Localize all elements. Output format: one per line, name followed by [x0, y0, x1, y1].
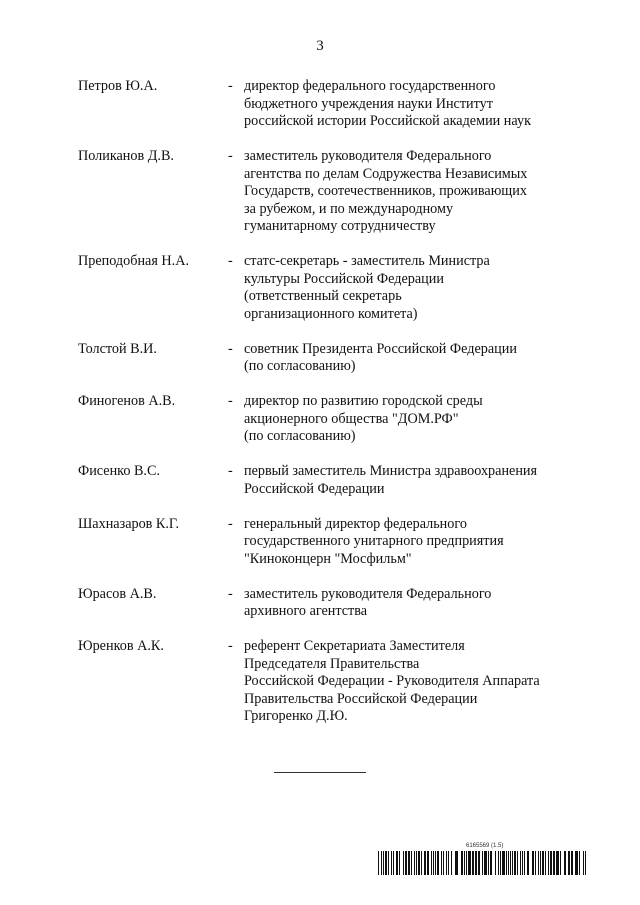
list-item [78, 638, 578, 726]
member-position: первый заместитель Министра здравоохранения Российской Федерации [244, 463, 538, 497]
dash-separator: - [228, 253, 233, 269]
member-name: Толстой В.И. [78, 340, 157, 357]
closing-rule [274, 772, 366, 773]
member-name: Фисенко В.С. [78, 463, 160, 479]
member-position: советник Президента Российской Федерации (по согласованию) [244, 340, 517, 374]
member-name: Финогенов А.В. [78, 393, 176, 409]
member-name: Юренков А.К. [78, 638, 164, 654]
dash-separator: - [228, 148, 233, 164]
member-position: генеральный директор федерального государственного унитарного предприятия "Киноконцерн "Мосфильм" [244, 515, 504, 567]
page-number: 3 [316, 38, 324, 54]
member-name: Шахназаров К.Г. [78, 515, 180, 532]
member-position: референт Секретариата Заместителя Председателя Правительства Российской Федерации - Руководителя Аппарата Правительства Российской Федерации Григоренко Д.Ю. [244, 638, 540, 724]
list-item [78, 148, 578, 236]
dash-separator: - [228, 515, 233, 532]
dash-separator: - [228, 78, 233, 94]
list-item [78, 516, 578, 569]
list-item [78, 78, 578, 131]
member-position: заместитель руководителя Федерального агентства по делам Содружества Независимых Государств, соотечественников, проживающих за рубежом, и по международному гуманитарному сотрудничеству [244, 148, 528, 234]
list-item [78, 586, 578, 621]
barcode-icon [378, 851, 590, 875]
member-name: Юрасов А.В. [78, 585, 157, 602]
list-item [78, 393, 578, 446]
member-position: директор по развитию городской среды акционерного общества "ДОМ.РФ" (по согласованию) [244, 393, 483, 444]
dash-separator: - [228, 638, 233, 654]
list-item [78, 253, 578, 323]
member-position: директор федерального государственного бюджетного учреждения науки Институт российской истории Российской академии наук [244, 78, 531, 129]
member-list [78, 78, 578, 726]
member-name: Поликанов Д.В. [78, 148, 174, 164]
member-position: статс-секретарь - заместитель Министра культуры Российской Федерации (ответственный секретарь организационного комитета) [244, 253, 490, 322]
member-name: Преподобная Н.А. [78, 253, 189, 269]
dash-separator: - [228, 585, 233, 602]
barcode-code: 6165569 (1.5) [466, 843, 504, 849]
dash-separator: - [228, 393, 233, 409]
list-item [78, 341, 578, 376]
member-name: Петров Ю.А. [78, 78, 158, 94]
dash-separator: - [228, 463, 233, 479]
member-position: заместитель руководителя Федерального архивного агентства [244, 585, 492, 619]
list-item [78, 463, 578, 498]
dash-separator: - [228, 340, 233, 357]
